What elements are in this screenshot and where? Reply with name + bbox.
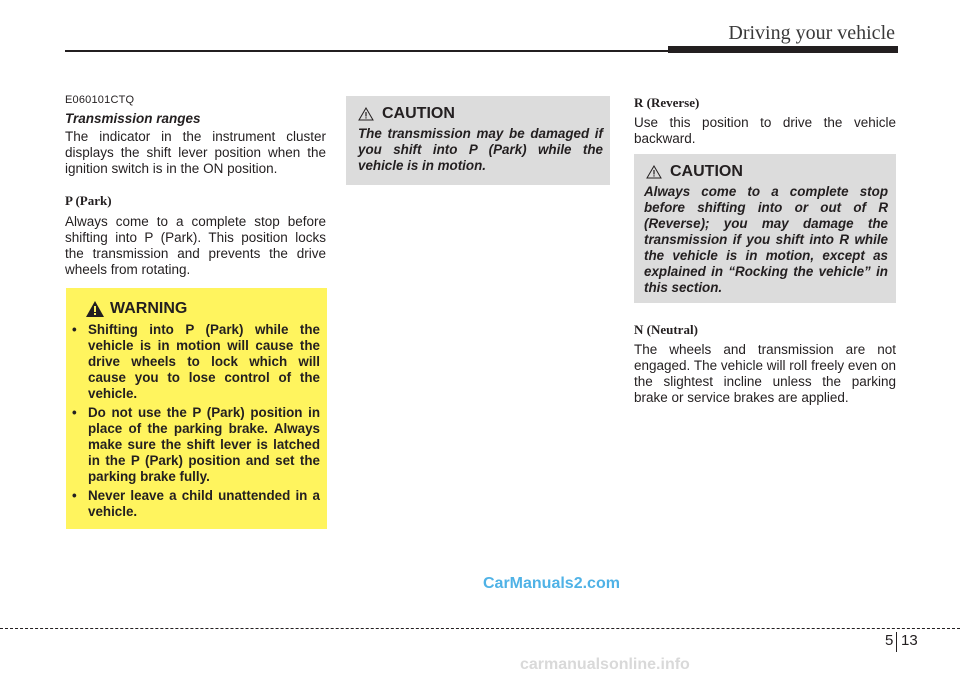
warning-box (66, 288, 327, 529)
section-code: E060101CTQ (65, 94, 135, 106)
caution-box-park (346, 96, 610, 185)
caution-title: CAUTION (670, 163, 743, 180)
section-number: 5 (885, 632, 894, 649)
warning-item: • Never leave a child unattended in a vehicle. (72, 488, 320, 519)
footer-dashed-rule (0, 628, 960, 629)
caution-box-reverse (634, 154, 896, 303)
neutral-heading: N (Neutral) (634, 322, 698, 337)
watermark-link[interactable]: CarManuals2.com (483, 575, 620, 592)
section-title: Driving your vehicle (728, 22, 895, 44)
warning-triangle-filled-icon (86, 301, 104, 317)
warning-list (66, 322, 320, 523)
caution-triangle-outline-icon (358, 107, 374, 121)
park-heading: P (Park) (65, 193, 112, 208)
bottom-watermark: carmanualsonline.info (520, 656, 690, 673)
warning-title: WARNING (110, 300, 188, 317)
left-column (65, 94, 326, 278)
warning-item: • Do not use the P (Park) position in place of the parking brake. Always make sure the shift lever is latched in the P (Park) position and set the parking brake fully. (72, 405, 320, 484)
neutral-paragraph: The wheels and transmission are not engaged. The vehicle will roll freely even on the slightest incline unless the parking brake or service brakes are applied. (634, 342, 896, 405)
caution-header (358, 105, 455, 123)
caution-title: CAUTION (382, 105, 455, 122)
page-number-separator (896, 632, 897, 652)
reverse-paragraph: Use this position to drive the vehicle backward. (634, 115, 896, 146)
header-rule-thin (65, 50, 670, 52)
caution-header (646, 163, 743, 181)
caution-text: Always come to a complete stop before shifting into or out of R (Reverse); you may damage the transmission if you shift into R while the vehicle is in motion, except as explained in “Rocking the vehicle” in this section. (644, 184, 888, 295)
caution-text: The transmission may be damaged if you shift into P (Park) while the vehicle is in motion. (358, 126, 603, 173)
reverse-heading: R (Reverse) (634, 95, 700, 110)
intro-paragraph: The indicator in the instrument cluster displays the shift lever position when the ignition switch is in the ON position. (65, 129, 326, 176)
right-column-top (634, 95, 896, 147)
header-rule-thick (668, 46, 898, 53)
warning-header (86, 300, 187, 318)
park-paragraph: Always come to a complete stop before shifting into P (Park). This position locks the transmission and prevents the drive wheels from rotating. (65, 214, 326, 277)
right-column-bottom (634, 322, 896, 406)
page-number: 13 (901, 632, 918, 649)
caution-triangle-outline-icon (646, 165, 662, 179)
subheading: Transmission ranges (65, 111, 201, 126)
warning-item: • Shifting into P (Park) while the vehicle is in motion will cause the drive wheels to lock which will cause you to lose control of the vehicle. (72, 322, 320, 401)
